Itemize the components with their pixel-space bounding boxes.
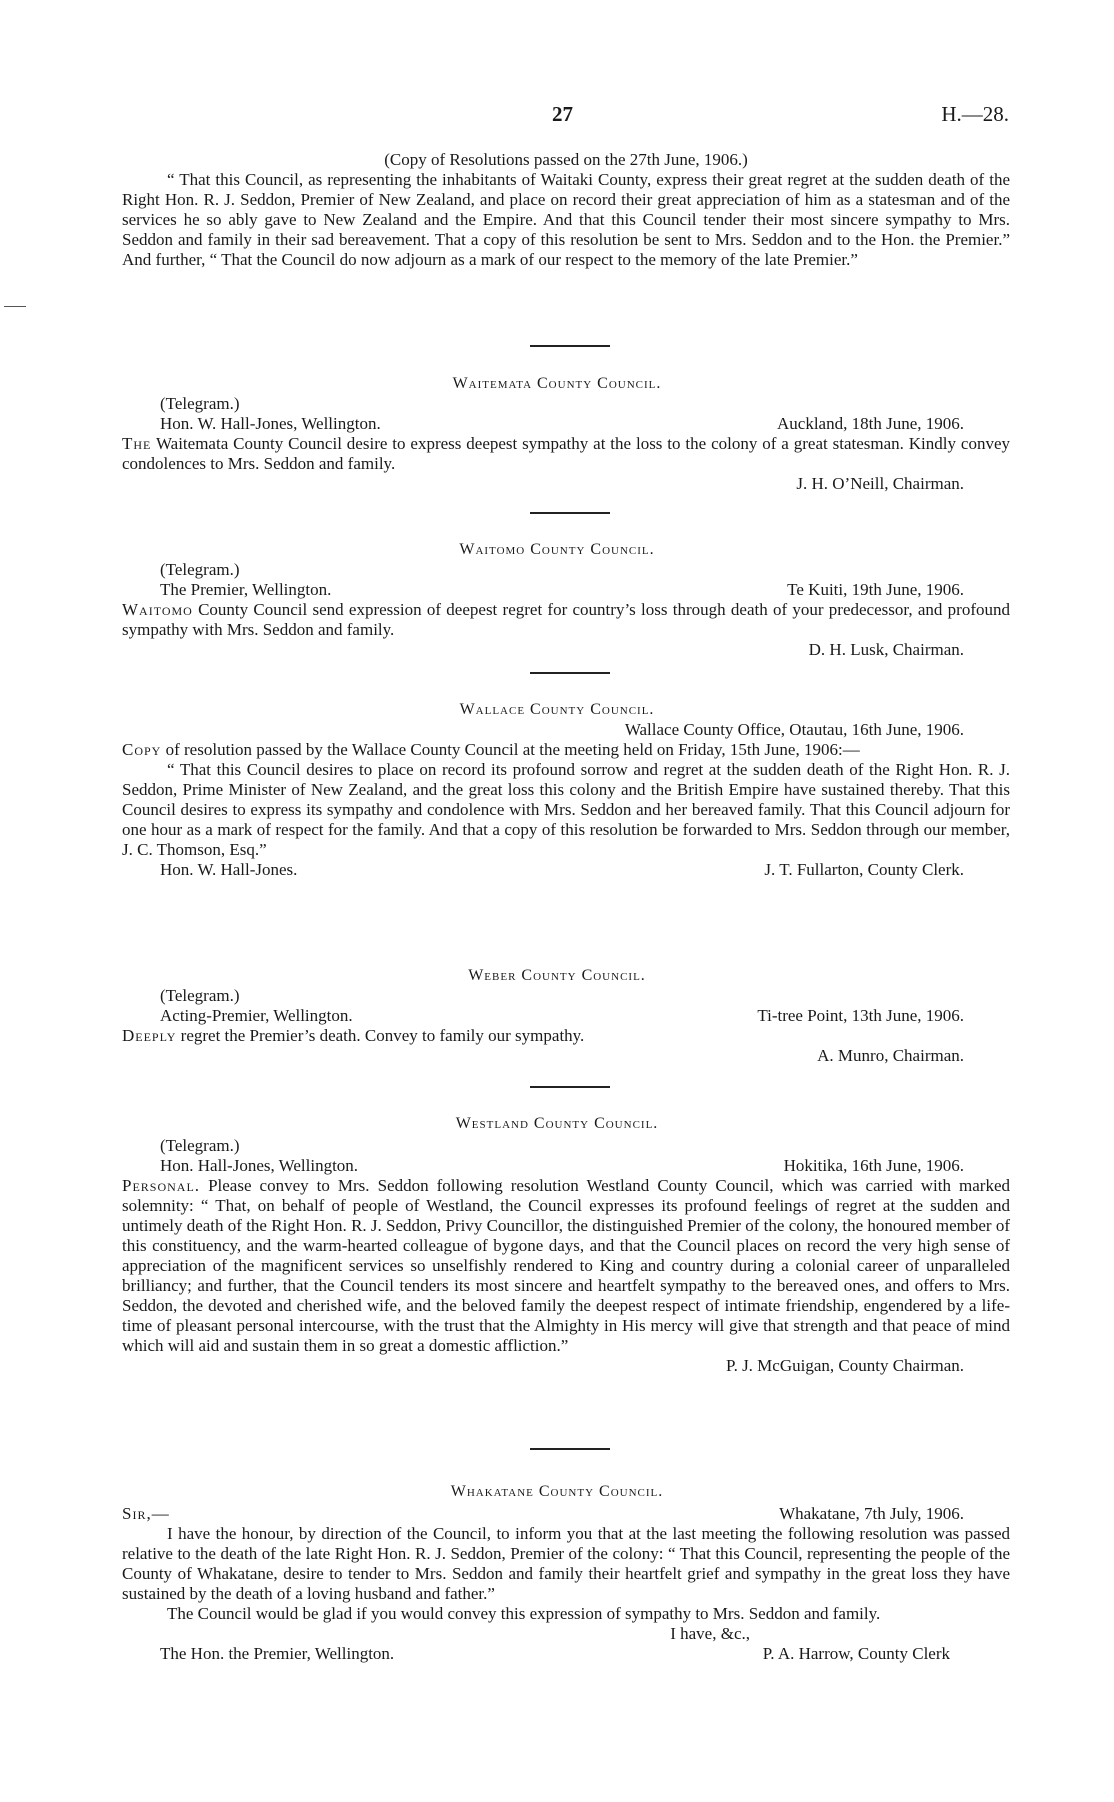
westland-title: Westland County Council.	[455, 1115, 659, 1132]
wallace-resolution: “ That this Council desires to place on record its profound sorrow and regret at the sudden death of the Right Hon. R. J. Seddon, Prime Minister of New Zealand, and the great loss this colony and the British Empire have sustained thereby. That this Council desires to express its sympathy and condolence with Mrs. Seddon and her bereaved family. That this Council adjourn for one hour as a mark of respect for the family. And that a copy of this resolution be forwarded to Mrs. Seddon through our member, J. C. Thomson, Esq.”	[122, 760, 1010, 859]
whakatane-section	[122, 1504, 1010, 1664]
addressee: Acting-Premier, Wellington.	[160, 1006, 353, 1025]
signature: P. A. Harrow, County Clerk	[762, 1644, 950, 1663]
addressee: Hon. Hall-Jones, Wellington.	[160, 1156, 359, 1175]
paper-reference: H.—28.	[941, 102, 1009, 126]
place-date: Wallace County Office, Otautau, 16th June, 1906.	[624, 720, 964, 739]
page-header	[0, 104, 1114, 132]
telegram-label: (Telegram.)	[160, 986, 240, 1005]
westland-section	[122, 1136, 1010, 1376]
section-divider	[530, 672, 610, 674]
section-divider	[530, 345, 610, 347]
telegram-label: (Telegram.)	[160, 394, 240, 413]
waitaki-heading: (Copy of Resolutions passed on the 27th June, 1906.)	[384, 150, 748, 169]
whakatane-title: Whakatane County Council.	[450, 1483, 664, 1500]
wallace-title: Wallace County Council.	[459, 701, 655, 718]
section-divider	[530, 512, 610, 514]
letter-body: I have the honour, by direction of the Council, to inform you that at the last meeting the following resolution was passed relative to the death of the late Right Hon. R. J. Seddon, Premier of the colony: “ That this Council, representing the people of the County of Whakatane, desire to tender to Mrs. Seddon and family their heartfelt grief and sympathy in the great loss they have sustained by the death of a loving husband and father.”	[122, 1524, 1010, 1603]
telegram-label: (Telegram.)	[160, 1136, 240, 1155]
wallace-section	[122, 720, 1010, 880]
lead-word: Personal.	[122, 1176, 201, 1195]
telegram-body: Please convey to Mrs. Seddon following resolution Westland County Council, which was carried with marked solemnity: “ That, on behalf of people of Westland, the Council expresses its profound feelings of regret at the sudden and untimely death of the Right Hon. R. J. Seddon, Privy Councillor, the distinguished Premier of the colony, the honoured member of this constituency, and the warm-hearted colleague of bygone days, and that the Council places on record the very high sense of appreciation of the magnificent services so unselfishly rendered to King and country during a colonial career of unparalleled brilliancy; and further, that the Council tenders its most sincere and heartfelt sympathy to the bereaved ones, and offers to Mrs. Seddon, the devoted and cherished wife, and the beloved family the deepest respect of intimate friendship, engendered by a life-time of pleasant personal intercourse, with the trust that the Almighty in His mercy will give that strength and that peace of mind which will aid and sustain them in so great a domestic affliction.”	[122, 1176, 1010, 1355]
signature: D. H. Lusk, Chairman.	[808, 640, 964, 659]
lead-word: Copy	[122, 740, 162, 759]
salutation: Sir,—	[122, 1504, 170, 1523]
margin-mark	[4, 306, 26, 307]
place-date: Ti-tree Point, 13th June, 1906.	[757, 1006, 964, 1025]
waitaki-section	[122, 150, 1010, 270]
place-date: Te Kuiti, 19th June, 1906.	[787, 580, 964, 599]
telegram-body: County Council send expression of deepest regret for country’s loss through death of your predecessor, and profound sympathy with Mrs. Seddon and family.	[122, 600, 1010, 639]
lead-word: Deeply	[122, 1026, 177, 1045]
place-date: Auckland, 18th June, 1906.	[777, 414, 964, 433]
weber-section	[122, 986, 1010, 1066]
telegram-body: Waitemata County Council desire to express deepest sympathy at the loss to the colony of a great statesman. Kindly convey condolences to Mrs. Seddon and family.	[122, 434, 1010, 473]
signature: A. Munro, Chairman.	[817, 1046, 964, 1065]
letter-body-closing: The Council would be glad if you would convey this expression of sympathy to Mrs. Seddon and family.	[167, 1604, 881, 1623]
waitomo-title: Waitomo County Council.	[459, 541, 655, 558]
section-divider	[530, 1086, 610, 1088]
waitemata-section	[122, 394, 1010, 494]
closing: I have, &c.,	[670, 1624, 750, 1643]
lead-word: Waitomo	[122, 600, 193, 619]
resolution-intro: of resolution passed by the Wallace County Council at the meeting held on Friday, 15th June, 1906:—	[165, 740, 860, 759]
telegram-label: (Telegram.)	[160, 560, 240, 579]
page-number: 27	[552, 102, 573, 126]
telegram-body: regret the Premier’s death. Convey to family our sympathy.	[180, 1026, 585, 1045]
addressee: The Premier, Wellington.	[160, 580, 332, 599]
section-divider	[530, 1448, 610, 1450]
weber-title: Weber County Council.	[468, 967, 646, 984]
waitemata-title: Waitemata County Council.	[452, 375, 662, 392]
signature: J. T. Fullarton, County Clerk.	[764, 860, 964, 879]
addressee: Hon. W. Hall-Jones, Wellington.	[160, 414, 381, 433]
waitomo-section	[122, 560, 1010, 660]
place-date: Hokitika, 16th June, 1906.	[783, 1156, 964, 1175]
signature: J. H. O’Neill, Chairman.	[796, 474, 964, 493]
addressee: The Hon. the Premier, Wellington.	[160, 1644, 395, 1663]
addressee: Hon. W. Hall-Jones.	[160, 860, 298, 879]
signature: P. J. McGuigan, County Chairman.	[726, 1356, 964, 1375]
place-date: Whakatane, 7th July, 1906.	[779, 1504, 964, 1523]
waitaki-resolution: “ That this Council, as representing the inhabitants of Waitaki County, express their great regret at the sudden death of the Right Hon. R. J. Seddon, Premier of New Zealand, and place on record their great appreciation of him as a statesman and of the services he so ably gave to New Zealand and the Empire. And that this Council tender their most sincere sympathy to Mrs. Seddon and family in their sad bereavement. That a copy of this resolution be sent to Mrs. Seddon and to the Hon. the Premier.” And further, “ That the Council do now adjourn as a mark of our respect to the memory of the late Premier.”	[122, 170, 1010, 269]
lead-word: The	[122, 434, 152, 453]
